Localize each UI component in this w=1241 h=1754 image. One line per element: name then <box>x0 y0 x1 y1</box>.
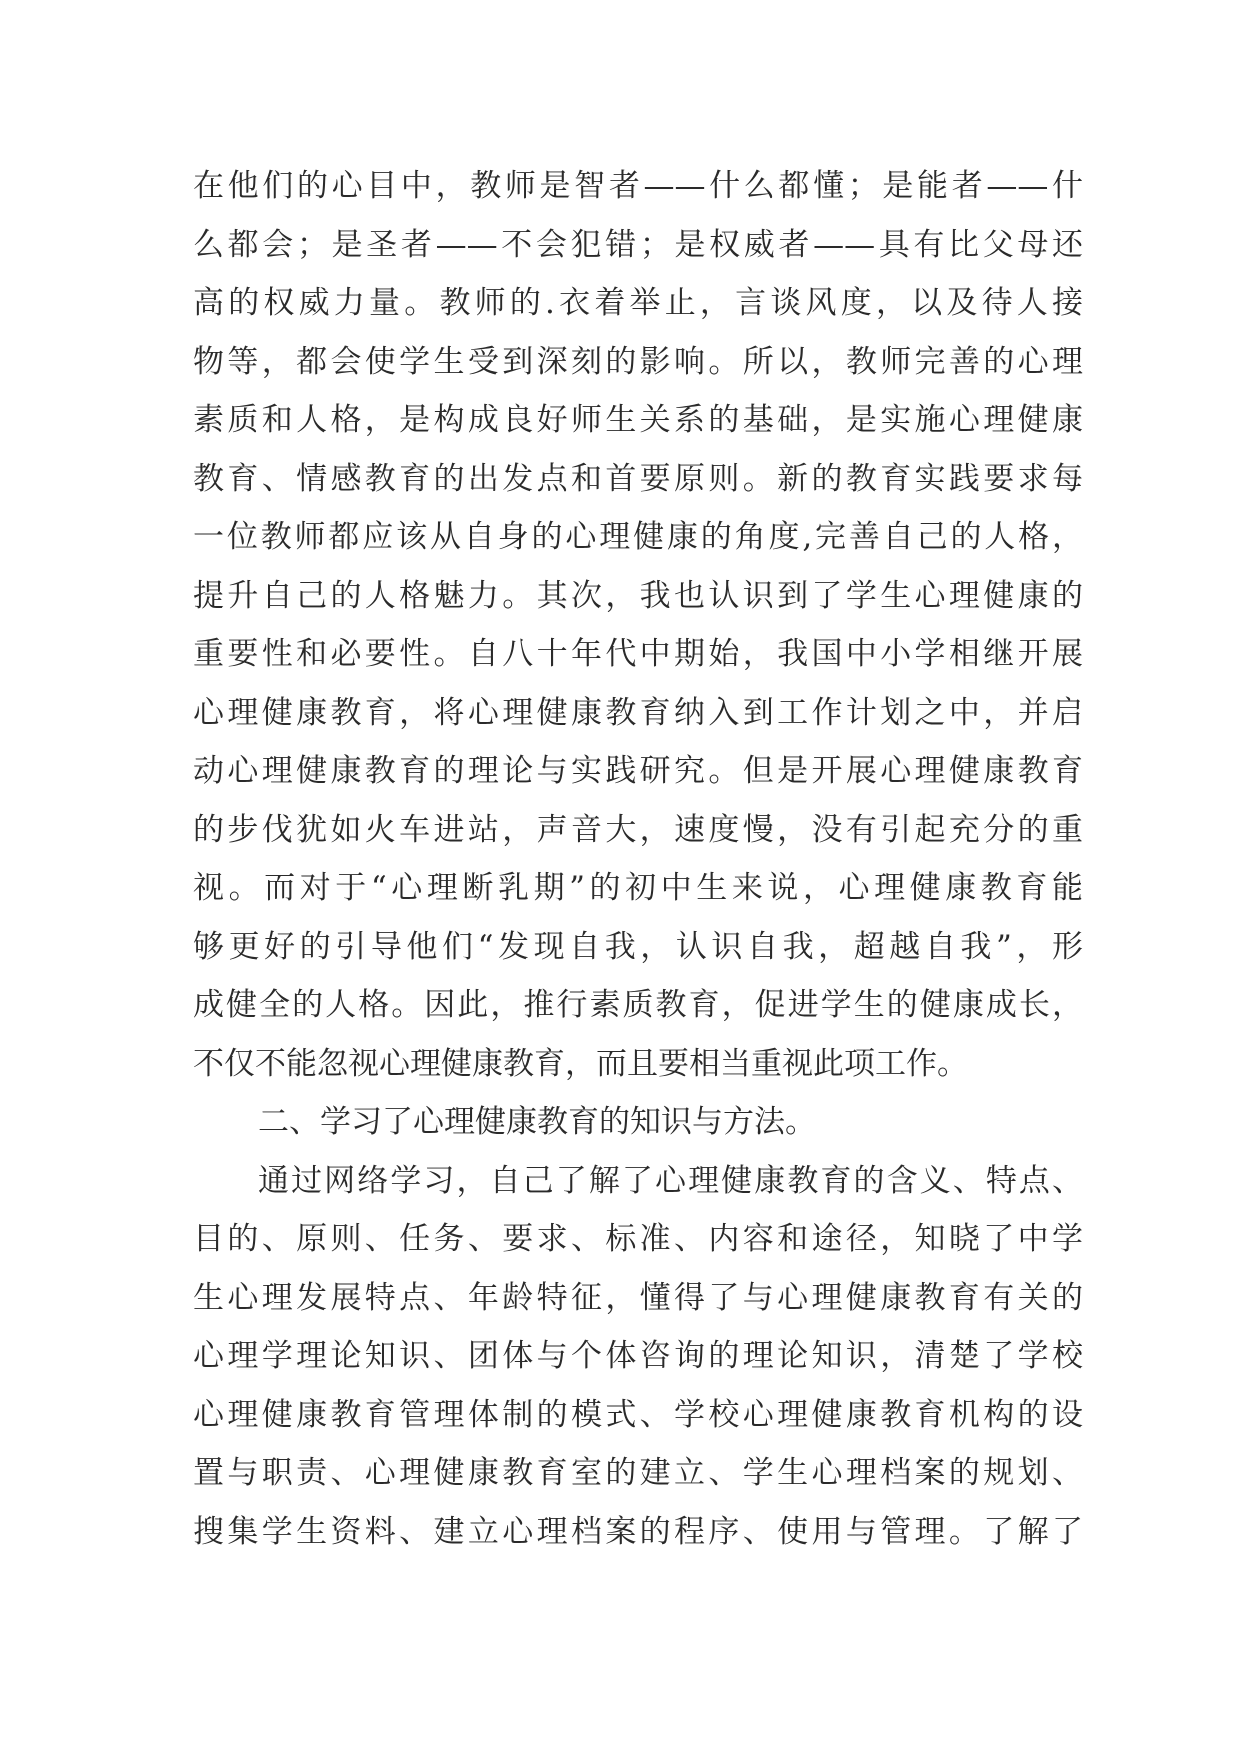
text-line: 心理学理论知识、团体与个体咨询的理论知识，清楚了学校 <box>193 1338 1083 1374</box>
text-line: 视。而对于“心理断乳期”的初中生来说，心理健康教育能 <box>193 870 1083 906</box>
text-line: 目的、原则、任务、要求、标准、内容和途径，知晓了中学 <box>193 1221 1083 1257</box>
text-line: 够更好的引导他们“发现自我，认识自我，超越自我”，形 <box>193 928 1083 965</box>
text-line: 成健全的人格。因此，推行素质教育，促进学生的健康成长， <box>193 987 1083 1023</box>
text-line: 不仅不能忽视心理健康教育，而且要相当重视此项工作。 <box>193 1045 968 1082</box>
text-line: 么都会；是圣者——不会犯错；是权威者——具有比父母还 <box>193 226 1083 263</box>
text-line: 置与职责、心理健康教育室的建立、学生心理档案的规划、 <box>193 1455 1083 1491</box>
text-line: 动心理健康教育的理论与实践研究。但是开展心理健康教育 <box>193 753 1083 789</box>
text-line: 重要性和必要性。自八十年代中期始，我国中小学相继开展 <box>193 636 1083 672</box>
text-line: 心理健康教育管理体制的模式、学校心理健康教育机构的设 <box>193 1396 1083 1433</box>
text-line: 心理健康教育，将心理健康教育纳入到工作计划之中，并启 <box>193 694 1083 731</box>
section-heading: 二、学习了心理健康教育的知识与方法。 <box>258 1104 816 1140</box>
text-line: 提升自己的人格魅力。其次，我也认识到了学生心理健康的 <box>193 577 1083 614</box>
body-text <box>193 157 1083 1561</box>
text-line: 通过网络学习，自己了解了心理健康教育的含义、特点、 <box>258 1162 1083 1199</box>
text-line: 搜集学生资料、建立心理档案的程序、使用与管理。了解了 <box>193 1513 1083 1550</box>
text-line: 一位教师都应该从自身的心理健康的角度,完善自己的人格， <box>193 519 1083 555</box>
text-line: 教育、情感教育的出发点和首要原则。新的教育实践要求每 <box>193 460 1083 497</box>
text-line: 物等，都会使学生受到深刻的影响。所以，教师完善的心理 <box>193 343 1083 380</box>
text-line: 素质和人格，是构成良好师生关系的基础，是实施心理健康 <box>193 402 1083 438</box>
text-line: 的步伐犹如火车进站，声音大，速度慢，没有引起充分的重 <box>193 811 1083 848</box>
text-line: 生心理发展特点、年龄特征，懂得了与心理健康教育有关的 <box>193 1279 1083 1316</box>
text-line: 高的权威力量。教师的.衣着举止，言谈风度，以及待人接 <box>193 285 1083 321</box>
text-line: 在他们的心目中，教师是智者——什么都懂；是能者——什 <box>193 168 1083 204</box>
